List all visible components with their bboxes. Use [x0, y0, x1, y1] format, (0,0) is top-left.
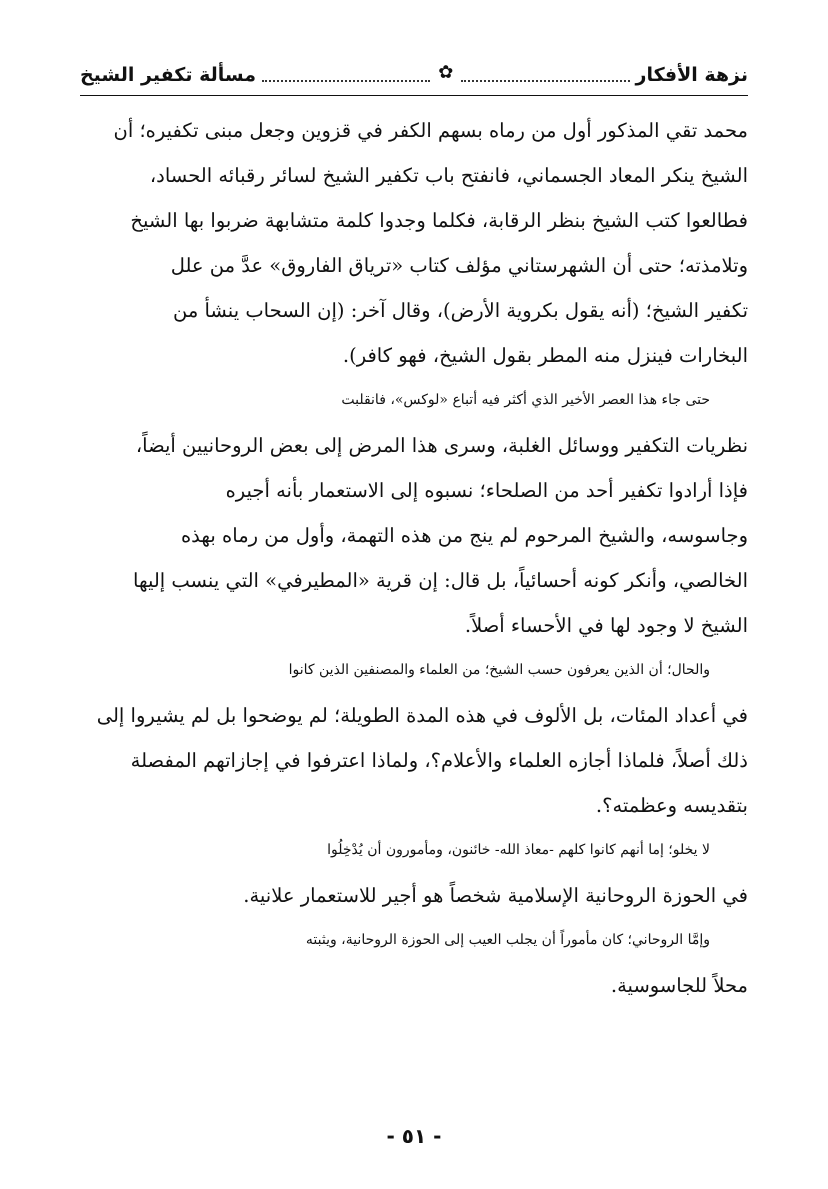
header-dot-leader-right: [461, 80, 629, 82]
book-title: نزهة الأفكار: [635, 64, 748, 86]
text-line: بتقديسه وعظمته؟.: [595, 794, 748, 817]
text-line: لا يخلو؛ إما أنهم كانوا كلهم -معاذ الله- خائنون، ومأمورون أن يُدْخِلُوا: [327, 842, 710, 858]
page-body: [80, 108, 748, 1008]
header-rule: [80, 95, 748, 96]
paragraph: [80, 648, 748, 828]
paragraph: [80, 378, 748, 648]
text-line: وجاسوسه، والشيخ المرحوم لم ينج من هذه التهمة، وأول من رماه بهذه: [180, 524, 748, 547]
text-line: في أعداد المئات، بل الألوف في هذه المدة الطويلة؛ لم يوضحوا بل لم يشيروا إلى: [96, 704, 748, 727]
text-line: محمد تقي المذكور أول من رماه بسهم الكفر في قزوين وجعل مبنى تكفيره؛ أن: [113, 119, 748, 142]
text-line: ذلك أصلاً، فلماذا أجازه العلماء والأعلام؟، ولماذا اعترفوا في إجازاتهم المفصلة: [130, 749, 748, 772]
text-line: الشيخ لا وجود لها في الأحساء أصلاً.: [464, 614, 748, 637]
header-dot-leader-left: [262, 80, 430, 82]
chapter-title: مسألة تكفير الشيخ: [79, 64, 256, 86]
text-line: وإمَّا الروحاني؛ كان مأموراً أن يجلب العيب إلى الحوزة الروحانية، ويثبته: [305, 932, 710, 948]
text-line: تكفير الشيخ؛ (أنه يقول بكروية الأرض)، وقال آخر: (إن السحاب ينشأ من: [172, 299, 748, 322]
text-line: فإذا أرادوا تكفير أحد من الصلحاء؛ نسبوه إلى الاستعمار بأنه أجيره: [225, 479, 748, 502]
text-line: والحال؛ أن الذين يعرفون حسب الشيخ؛ من العلماء والمصنفين الذين كانوا: [288, 662, 710, 678]
text-line: فطالعوا كتب الشيخ بنظر الرقابة، فكلما وجدوا كلمة متشابهة ضربوا بها الشيخ: [130, 209, 748, 232]
text-line: حتى جاء هذا العصر الأخير الذي أكثر فيه أتباع «لوكس»، فانقلبت: [341, 392, 710, 408]
text-line: الشيخ ينكر المعاد الجسماني، فانفتح باب تكفير الشيخ لسائر رقبائه الحساد،: [149, 164, 748, 187]
paragraph: [80, 828, 748, 918]
paragraph: [80, 108, 748, 378]
running-header: [80, 58, 748, 92]
paragraph: [80, 918, 748, 1008]
text-line: محلاً للجاسوسية.: [610, 974, 748, 997]
text-line: نظريات التكفير ووسائل الغلبة، وسرى هذا المرض إلى بعض الروحانيين أيضاً،: [135, 434, 748, 457]
text-line: الخالصي، وأنكر كونه أحسائياً، بل قال: إن قرية «المطيرفي» التي ينسب إليها: [133, 569, 748, 592]
page-number: - ٥١ -: [386, 1124, 442, 1148]
flower-ornament-icon: ✿: [438, 62, 454, 83]
text-line: في الحوزة الروحانية الإسلامية شخصاً هو أجير للاستعمار علانية.: [243, 884, 748, 907]
text-line: البخارات فينزل منه المطر بقول الشيخ، فهو كافر).: [342, 344, 748, 367]
text-line: وتلامذته؛ حتى أن الشهرستاني مؤلف كتاب «ترياق الفاروق» عدَّ من علل: [170, 254, 748, 277]
